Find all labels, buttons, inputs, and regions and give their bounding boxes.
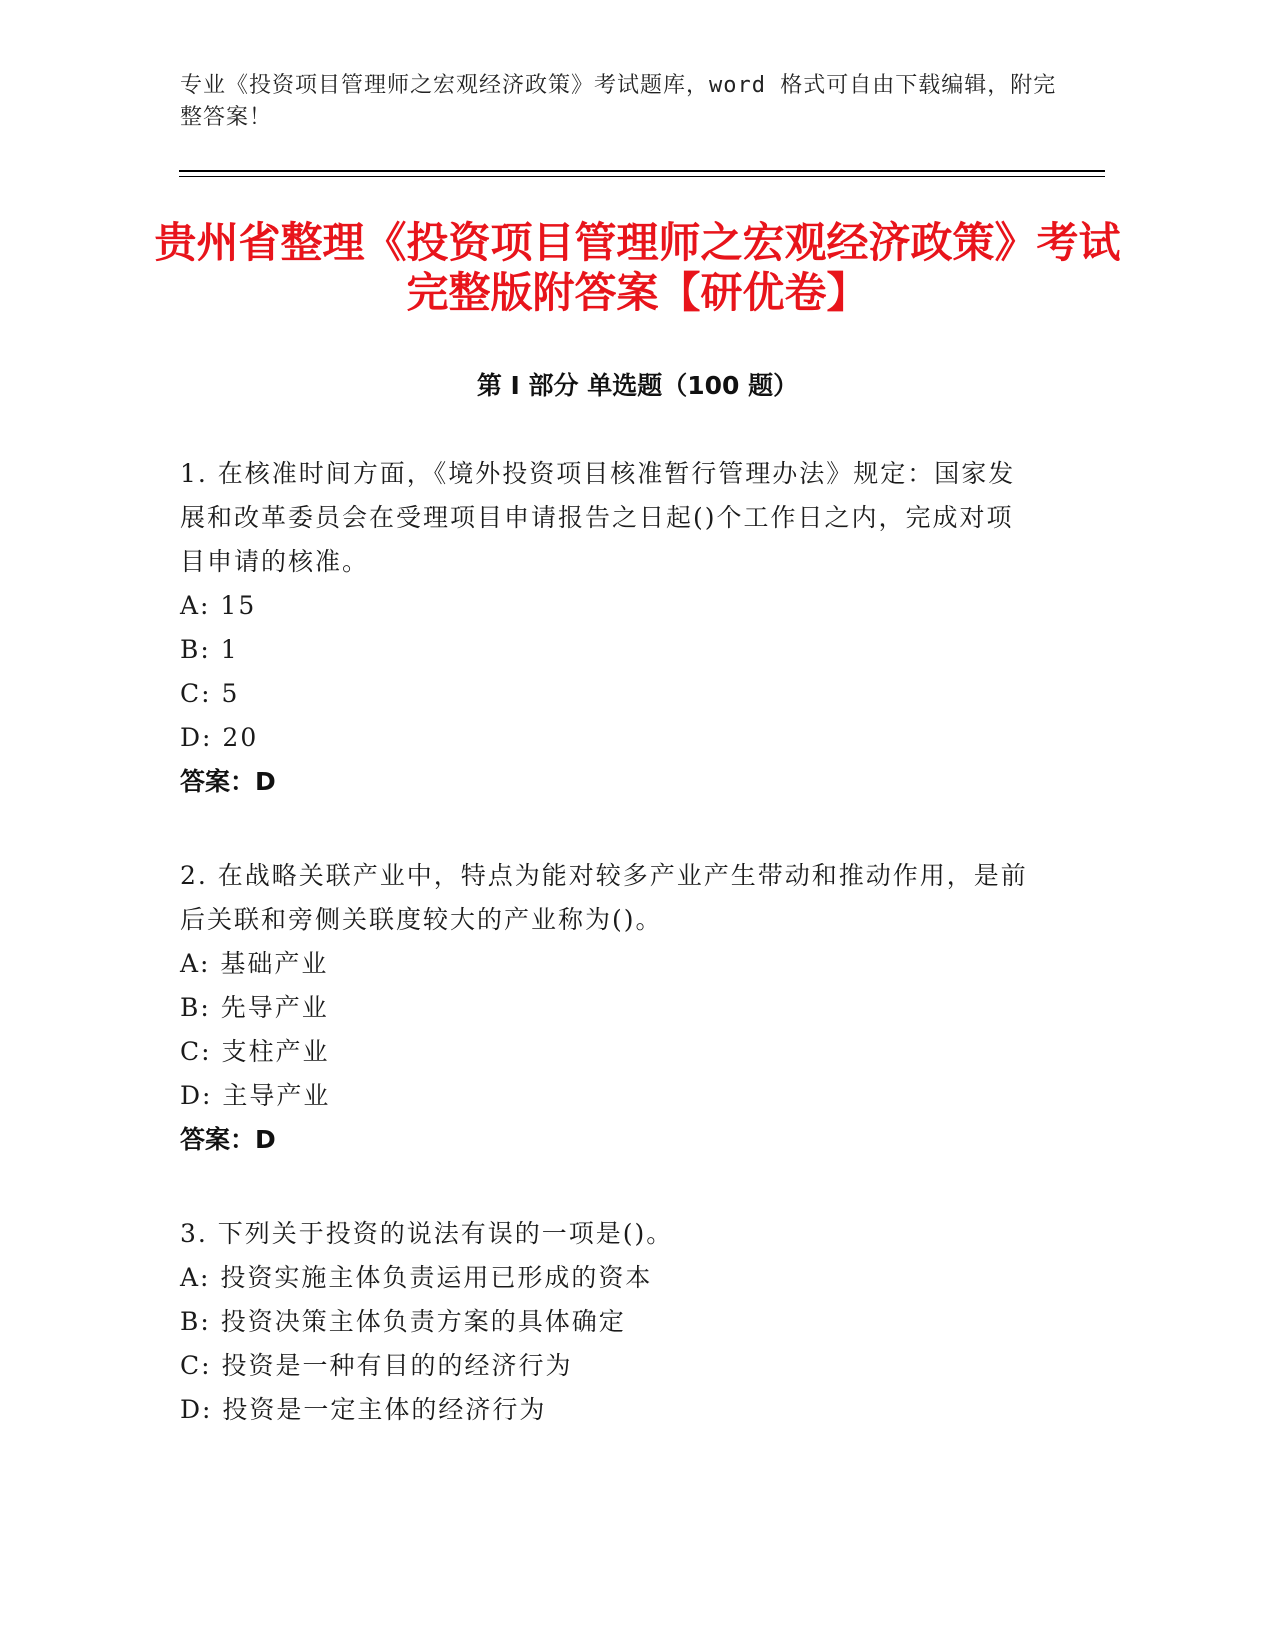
question-list — [180, 452, 1030, 1482]
option-c: C: 投资是一种有目的的经济行为 — [180, 1351, 573, 1380]
question-1 — [180, 452, 1030, 804]
question-stem: 2. 在战略关联产业中，特点为能对较多产业产生带动和推动作用，是前后关联和旁侧关联度较大的产业称为()。 — [180, 861, 1028, 934]
header-divider-thick — [179, 170, 1105, 172]
question-stem: 3. 下列关于投资的说法有误的一项是()。 — [180, 1219, 674, 1248]
option-a: A: 基础产业 — [180, 949, 329, 978]
option-d: D: 20 — [180, 723, 259, 752]
option-a: A: 投资实施主体负责运用已形成的资本 — [180, 1263, 653, 1292]
option-c: C: 支柱产业 — [180, 1037, 330, 1066]
section-title: 第 I 部分 单选题（100 题） — [476, 371, 799, 400]
option-b: B: 投资决策主体负责方案的具体确定 — [180, 1307, 626, 1336]
option-b: B: 1 — [180, 635, 239, 664]
answer: 答案：D — [180, 767, 276, 796]
question-stem: 1. 在核准时间方面，《境外投资项目核准暂行管理办法》规定：国家发展和改革委员会在受理项目申请报告之日起()个工作日之内，完成对项目申请的核准。 — [180, 459, 1016, 576]
header-divider-thin — [179, 176, 1105, 177]
option-a: A: 15 — [180, 591, 257, 620]
option-b: B: 先导产业 — [180, 993, 329, 1022]
question-3 — [180, 1212, 1030, 1432]
header-note: 专业《投资项目管理师之宏观经济政策》考试题库，word 格式可自由下载编辑，附完整答案！ — [180, 73, 1057, 130]
document-title: 贵州省整理《投资项目管理师之宏观经济政策》考试完整版附答案【研优卷】 — [154, 218, 1121, 317]
option-d: D: 主导产业 — [180, 1081, 331, 1110]
question-2 — [180, 854, 1030, 1162]
option-d: D: 投资是一定主体的经济行为 — [180, 1395, 547, 1424]
option-c: C: 5 — [180, 679, 240, 708]
answer: 答案：D — [180, 1125, 276, 1154]
